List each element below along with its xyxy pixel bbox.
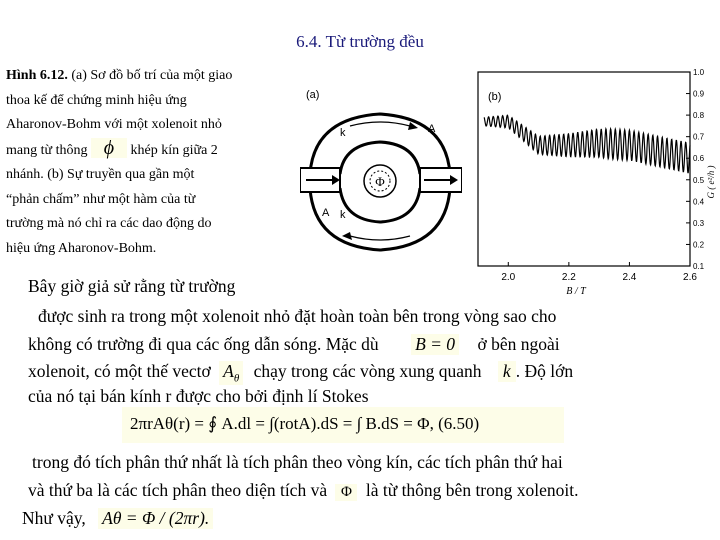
y-axis-label: G ( e²/h ) [706, 165, 716, 199]
body-line-3 [28, 334, 560, 355]
conductance-chart [466, 62, 720, 298]
upper-circulation [350, 122, 410, 126]
y-tick-label: 0.6 [693, 154, 705, 164]
field-zero-equation: B = 0 [411, 334, 459, 355]
label-A-bottom: A [322, 207, 330, 219]
lower-circulation [350, 236, 410, 240]
x-tick-label: 2.6 [683, 272, 697, 283]
conductance-trace [484, 115, 690, 172]
figure-caption [6, 64, 302, 261]
figure-label: Hình 6.12. [6, 68, 68, 83]
x-tick-label: 2.4 [622, 272, 637, 283]
y-tick-label: 0.4 [693, 197, 705, 207]
body-line-7 [28, 480, 579, 501]
x-tick-label: 2.0 [501, 272, 516, 283]
body-line-4-mid: chạy trong các vòng xung quanh [253, 361, 482, 381]
result-equation: Aθ = Φ / (2πr). [98, 508, 213, 529]
y-tick-label: 1.0 [693, 68, 705, 77]
caption-line: nhánh. (b) Sự truyền qua gần một [6, 167, 195, 182]
slide-title: 6.4. Từ trường đều [296, 32, 424, 51]
body-line-8 [22, 508, 213, 529]
lower-circulation-arrowhead [342, 232, 352, 240]
caption-line: mang từ thông [6, 142, 88, 158]
label-k-bottom: k [340, 209, 346, 221]
caption-line: hiệu ứng Aharonov-Bohm. [6, 240, 157, 256]
y-tick-label: 0.3 [693, 218, 705, 228]
y-tick-label: 0.9 [693, 89, 705, 99]
y-tick-label: 0.1 [693, 262, 705, 271]
y-tick-label: 0.2 [693, 240, 705, 250]
figure-b-label: (b) [488, 91, 502, 103]
caption-line: “phản chấm” như một hàm của từ [6, 191, 196, 207]
x-tick-label: 2.2 [561, 272, 576, 283]
body-line-1: Bây giờ giả sử rằng từ trường [28, 276, 236, 296]
body-line-4-tail: . Độ lớn [515, 361, 574, 381]
figure-a-label: (a) [306, 89, 320, 101]
label-k-top: k [340, 127, 346, 139]
body-line-7-tail: là từ thông bên trong xolenoit. [365, 480, 579, 500]
flux-inline-symbol: Φ [335, 484, 357, 501]
caption-line: trường mà nó chỉ ra các dao động do [6, 216, 212, 231]
y-tick-label: 0.8 [693, 111, 705, 121]
wavevector-symbol: k [498, 361, 516, 382]
body-line-4-text: xolenoit, có một thế vectơ [28, 361, 211, 381]
label-A-top: A [428, 123, 436, 135]
chart-frame [478, 72, 690, 266]
body-line-5: của nó tại bán kính r được cho bởi định lí Stokes [28, 386, 369, 406]
body-line-4 [28, 361, 573, 385]
body-line-6: trong đó tích phân thứ nhất là tích phân theo vòng kín, các tích phân thứ hai [32, 452, 563, 472]
caption-line: (a) Sơ đồ bố trí của một giao [71, 68, 233, 83]
caption-line: thoa kế để chứng minh hiệu ứng [6, 92, 187, 108]
caption-line: Aharonov-Bohm với một xolenoit nhỏ [6, 117, 222, 132]
y-tick-label: 0.7 [693, 132, 705, 142]
body-line-8-text: Như vậy, [22, 508, 86, 528]
stokes-formula-text: 2πrAθ(r) = ∮ A.dl = ∫(rotA).dS = ∫ B.dS = Φ, (6.50) [130, 414, 480, 433]
vector-potential-symbol: $A_\theta$ [219, 361, 243, 385]
body-line-3-text: không có trường đi qua các ống dẫn sóng. Mặc dù [28, 334, 379, 354]
caption-line: khép kín giữa 2 [130, 142, 218, 158]
x-axis-label: B / T [566, 286, 586, 297]
body-line-2: được sinh ra trong một xolenoit nhỏ đặt hoàn toàn bên trong vòng sao cho [38, 306, 557, 326]
body-line-7-text: và thứ ba là các tích phân theo diện tích và [28, 480, 328, 500]
body-line-3-tail: ở bên ngoài [477, 334, 560, 354]
flux-symbol: Φ [375, 174, 385, 189]
interferometer-diagram [300, 78, 462, 278]
stokes-formula [122, 407, 564, 443]
y-tick-label: 0.5 [693, 175, 705, 185]
phi-symbol: ϕ [91, 138, 127, 158]
